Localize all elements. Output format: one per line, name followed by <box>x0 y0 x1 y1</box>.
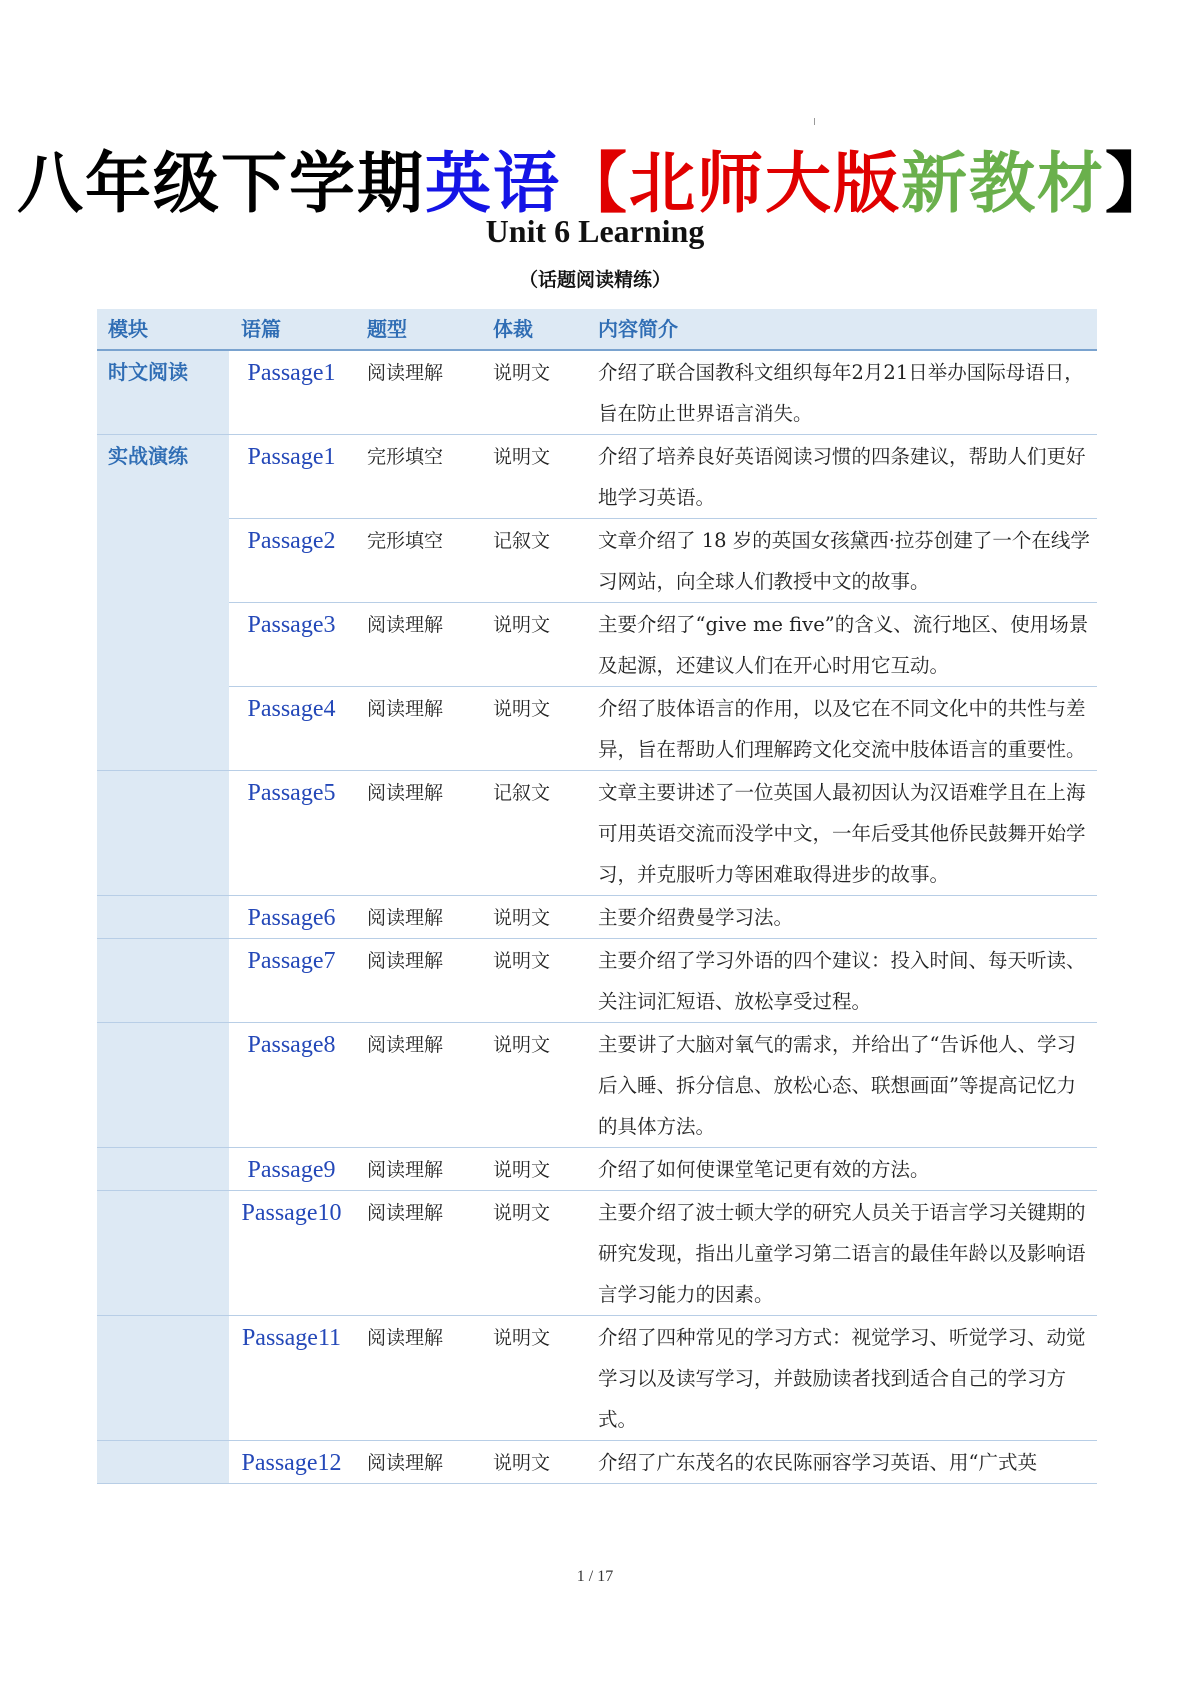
header-module: 模块 <box>97 309 229 350</box>
genre-cell: 说明文 <box>480 1316 587 1441</box>
passage-cell: Passage1 <box>229 435 354 519</box>
summary-cell: 介绍了肢体语言的作用，以及它在不同文化中的共性与差异，旨在帮助人们理解跨文化交流中肢体语言的重要性。 <box>587 687 1097 771</box>
passage-summary-table <box>97 309 1097 1484</box>
table-row <box>97 939 1097 1023</box>
module-cell <box>97 1148 229 1191</box>
question-type-cell: 完形填空 <box>354 435 480 519</box>
title-subject: 英语 <box>425 145 561 222</box>
genre-cell: 说明文 <box>480 435 587 519</box>
genre-cell: 记叙文 <box>480 519 587 603</box>
table-row <box>97 1191 1097 1316</box>
table-row <box>97 350 1097 435</box>
question-type-cell: 阅读理解 <box>354 896 480 939</box>
table-row <box>97 603 1097 687</box>
module-cell <box>97 896 229 939</box>
passage-cell: Passage11 <box>229 1316 354 1441</box>
summary-cell: 介绍了广东茂名的农民陈丽容学习英语、用“广式英 <box>587 1441 1097 1484</box>
summary-cell: 主要介绍了学习外语的四个建议：投入时间、每天听读、关注词汇短语、放松享受过程。 <box>587 939 1097 1023</box>
module-cell <box>97 771 229 896</box>
genre-cell: 说明文 <box>480 1023 587 1148</box>
summary-cell: 文章主要讲述了一位英国人最初因认为汉语难学且在上海可用英语交流而没学中文，一年后受其他侨民鼓舞开始学习，并克服听力等困难取得进步的故事。 <box>587 771 1097 896</box>
page-tick-mark <box>814 118 815 125</box>
genre-cell: 说明文 <box>480 1441 587 1484</box>
passage-cell: Passage5 <box>229 771 354 896</box>
title-publisher: 【北师大版 <box>561 145 901 222</box>
summary-cell: 文章介绍了 18 岁的英国女孩黛西·拉芬创建了一个在线学习网站，向全球人们教授中文的故事。 <box>587 519 1097 603</box>
summary-cell: 主要介绍了“give me five”的含义、流行地区、使用场景及起源，还建议人们在开心时用它互动。 <box>587 603 1097 687</box>
table-row <box>97 771 1097 896</box>
genre-cell: 说明文 <box>480 1191 587 1316</box>
question-type-cell: 阅读理解 <box>354 771 480 896</box>
summary-cell: 主要讲了大脑对氧气的需求，并给出了“告诉他人、学习后入睡、拆分信息、放松心态、联想画面”等提高记忆力的具体方法。 <box>587 1023 1097 1148</box>
module-cell <box>97 1023 229 1148</box>
question-type-cell: 阅读理解 <box>354 1023 480 1148</box>
table-row <box>97 687 1097 771</box>
module-cell <box>97 603 229 687</box>
genre-cell: 说明文 <box>480 1148 587 1191</box>
question-type-cell: 阅读理解 <box>354 1148 480 1191</box>
summary-cell: 介绍了四种常见的学习方式：视觉学习、听觉学习、动觉学习以及读写学习，并鼓励读者找到适合自己的学习方式。 <box>587 1316 1097 1441</box>
question-type-cell: 阅读理解 <box>354 1316 480 1441</box>
table-header-row <box>97 309 1097 350</box>
table-row <box>97 1148 1097 1191</box>
table-row <box>97 519 1097 603</box>
module-cell <box>97 519 229 603</box>
genre-cell: 说明文 <box>480 687 587 771</box>
question-type-cell: 阅读理解 <box>354 1191 480 1316</box>
title-close-bracket: 】 <box>1105 145 1173 222</box>
module-cell: 实战演练 <box>97 435 229 519</box>
passage-cell: Passage9 <box>229 1148 354 1191</box>
passage-cell: Passage4 <box>229 687 354 771</box>
genre-cell: 说明文 <box>480 603 587 687</box>
module-cell <box>97 1441 229 1484</box>
module-cell <box>97 939 229 1023</box>
question-type-cell: 阅读理解 <box>354 1441 480 1484</box>
module-cell <box>97 1316 229 1441</box>
genre-cell: 说明文 <box>480 939 587 1023</box>
genre-cell: 记叙文 <box>480 771 587 896</box>
question-type-cell: 阅读理解 <box>354 603 480 687</box>
passage-cell: Passage10 <box>229 1191 354 1316</box>
title-grade-term: 八年级下学期 <box>17 145 425 222</box>
module-cell <box>97 1191 229 1316</box>
title-new-textbook: 新教材 <box>901 145 1105 222</box>
passage-cell: Passage7 <box>229 939 354 1023</box>
passage-cell: Passage8 <box>229 1023 354 1148</box>
module-cell <box>97 687 229 771</box>
table-row <box>97 1441 1097 1484</box>
unit-subtitle: Unit 6 Learning <box>485 213 705 249</box>
header-summary: 内容简介 <box>587 309 1097 350</box>
summary-cell: 介绍了培养良好英语阅读习惯的四条建议，帮助人们更好地学习英语。 <box>587 435 1097 519</box>
question-type-cell: 完形填空 <box>354 519 480 603</box>
passage-cell: Passage6 <box>229 896 354 939</box>
header-genre: 体裁 <box>480 309 587 350</box>
summary-cell: 介绍了如何使课堂笔记更有效的方法。 <box>587 1148 1097 1191</box>
question-type-cell: 阅读理解 <box>354 350 480 435</box>
summary-cell: 主要介绍了波士顿大学的研究人员关于语言学习关键期的研究发现，指出儿童学习第二语言的最佳年龄以及影响语言学习能力的因素。 <box>587 1191 1097 1316</box>
summary-cell: 主要介绍费曼学习法。 <box>587 896 1097 939</box>
passage-cell: Passage3 <box>229 603 354 687</box>
topic-note: （话题阅读精练） <box>518 269 671 291</box>
table-row <box>97 1316 1097 1441</box>
passage-cell: Passage1 <box>229 350 354 435</box>
header-passage: 语篇 <box>229 309 354 350</box>
genre-cell: 说明文 <box>480 350 587 435</box>
page-number: 1 / 17 <box>576 1568 614 1585</box>
table-row <box>97 896 1097 939</box>
module-cell: 时文阅读 <box>97 350 229 435</box>
question-type-cell: 阅读理解 <box>354 939 480 1023</box>
table-row <box>97 435 1097 519</box>
header-question-type: 题型 <box>354 309 480 350</box>
table-row <box>97 1023 1097 1148</box>
summary-cell: 介绍了联合国教科文组织每年2月21日举办国际母语日，旨在防止世界语言消失。 <box>587 350 1097 435</box>
question-type-cell: 阅读理解 <box>354 687 480 771</box>
genre-cell: 说明文 <box>480 896 587 939</box>
passage-cell: Passage2 <box>229 519 354 603</box>
passage-cell: Passage12 <box>229 1441 354 1484</box>
